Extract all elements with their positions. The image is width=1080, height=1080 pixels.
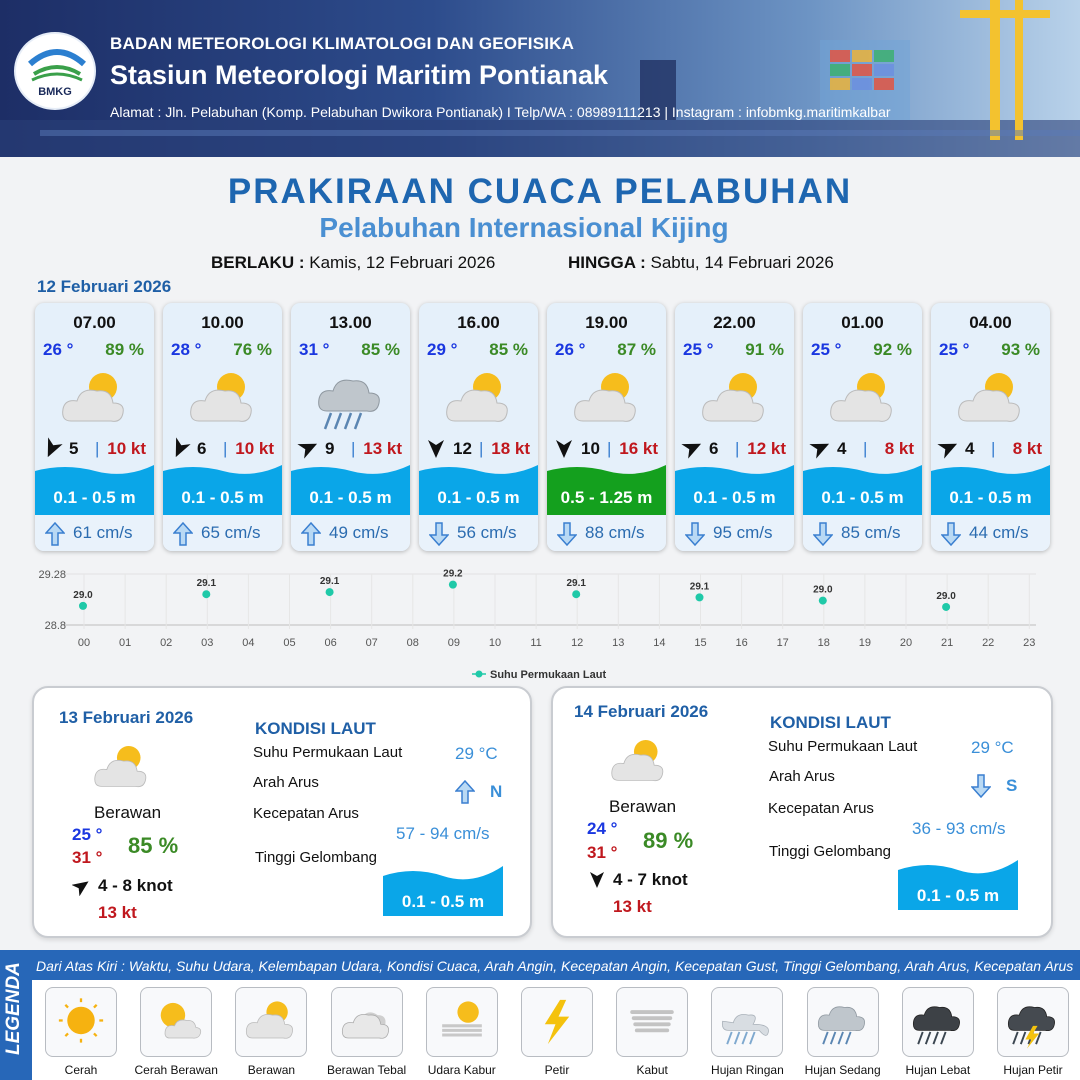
logo-text: BMKG bbox=[38, 86, 72, 98]
wind-direction-icon bbox=[41, 437, 63, 459]
card-temperature: 26 ° bbox=[555, 340, 586, 359]
panel-date: 14 Februari 2026 bbox=[574, 702, 709, 721]
forecast-card bbox=[35, 303, 154, 551]
card-current bbox=[675, 515, 794, 551]
legend-item-hujan-petir bbox=[997, 987, 1069, 1057]
berawan-tebal-icon bbox=[338, 993, 396, 1051]
card-current-speed: 85 cm/s bbox=[841, 523, 901, 542]
current-direction-value: N bbox=[490, 782, 503, 801]
panel-humidity: 85 % bbox=[128, 833, 179, 858]
card-time: 01.00 bbox=[841, 313, 884, 332]
berawan-icon bbox=[825, 365, 901, 431]
card-wind bbox=[35, 435, 154, 461]
legend-item-hujan-sedang bbox=[807, 987, 879, 1057]
card-wind-separator: | bbox=[735, 439, 740, 458]
chart-x-tick: 12 bbox=[571, 637, 584, 649]
chart-data-label: 29.0 bbox=[813, 584, 833, 596]
card-wave-height: 0.1 - 0.5 m bbox=[821, 488, 904, 507]
legend-label: Cerah bbox=[64, 1063, 98, 1077]
card-wind-speed: 10 bbox=[581, 439, 600, 458]
hujan-sedang-icon bbox=[313, 365, 389, 431]
card-wind bbox=[291, 435, 410, 461]
card-wind-speed: 4 bbox=[837, 439, 847, 458]
station-address: Alamat : Jln. Pelabuhan (Komp. Pelabuhan Dwikora Pontianak) I Telp/WA : 08989111213 | Instagram : infobmkg.maritimkalbar bbox=[110, 104, 891, 120]
current-up-arrow-icon bbox=[173, 522, 193, 546]
sst-label: Suhu Permukaan Laut bbox=[768, 738, 918, 755]
current-down-arrow-icon bbox=[429, 522, 449, 546]
chart-x-tick: 06 bbox=[324, 637, 337, 649]
legend-label: Berawan Tebal bbox=[327, 1063, 407, 1077]
bmkg-logo bbox=[14, 32, 96, 110]
chart-x-tick: 09 bbox=[447, 637, 461, 649]
card-current-speed: 65 cm/s bbox=[201, 523, 261, 542]
card-humidity: 93 % bbox=[1001, 340, 1040, 359]
berawan-icon bbox=[697, 365, 773, 431]
chart-x-tick: 18 bbox=[817, 637, 830, 649]
card-wind-speed: 6 bbox=[197, 439, 207, 458]
wind-direction-icon bbox=[425, 437, 447, 459]
card-gust: 18 kt bbox=[491, 439, 530, 458]
card-wind bbox=[803, 435, 922, 461]
chart-data-label: 29.1 bbox=[319, 576, 340, 588]
wind-direction-icon bbox=[809, 437, 831, 459]
card-gust: 8 kt bbox=[884, 439, 914, 458]
card-humidity: 76 % bbox=[233, 340, 272, 359]
card-gust: 12 kt bbox=[747, 439, 786, 458]
cerah-berawan-icon bbox=[147, 993, 205, 1051]
chart-x-tick: 17 bbox=[776, 637, 789, 649]
sst-label: Suhu Permukaan Laut bbox=[253, 744, 403, 761]
forecast-card bbox=[419, 303, 538, 551]
chart-x-tick: 20 bbox=[899, 637, 913, 649]
legend-label: Udara Kabur bbox=[427, 1063, 496, 1077]
legend-title: LEGENDA bbox=[3, 962, 24, 1055]
legend-vertical-bar bbox=[0, 950, 32, 1080]
card-humidity: 85 % bbox=[489, 340, 528, 359]
current-up-arrow-icon bbox=[455, 780, 475, 804]
hujan-lebat-icon bbox=[909, 993, 967, 1051]
panel-wind: 4 - 7 knot bbox=[613, 870, 688, 889]
chart-x-tick: 00 bbox=[77, 637, 91, 649]
card-humidity: 92 % bbox=[873, 340, 912, 359]
port-name: Pelabuhan Internasional Kijing bbox=[319, 212, 729, 243]
sst-chart bbox=[20, 562, 1060, 687]
card-humidity: 89 % bbox=[105, 340, 144, 359]
card-current-speed: 44 cm/s bbox=[969, 523, 1029, 542]
chart-point bbox=[696, 593, 704, 601]
card-current-speed: 88 cm/s bbox=[585, 523, 645, 542]
card-current bbox=[931, 515, 1050, 551]
legend-swatch bbox=[476, 671, 483, 678]
chart-x-tick: 23 bbox=[1023, 637, 1036, 649]
hujan-ringan-icon bbox=[718, 993, 776, 1051]
chart-data-label: 29.0 bbox=[73, 589, 93, 601]
chart-data-label: 29.2 bbox=[443, 568, 463, 580]
card-wind-speed: 4 bbox=[965, 439, 975, 458]
legend-item-hujan-lebat bbox=[902, 987, 974, 1057]
chart-x-tick: 19 bbox=[858, 637, 872, 649]
current-speed-value: 36 - 93 cm/s bbox=[912, 819, 1006, 838]
card-wind bbox=[547, 435, 666, 461]
kondisi-laut-title: KONDISI LAUT bbox=[770, 713, 891, 732]
kabut-icon bbox=[623, 993, 681, 1051]
valid-from bbox=[211, 253, 495, 273]
card-time: 22.00 bbox=[713, 313, 756, 332]
panel-gust: 13 kt bbox=[98, 903, 137, 922]
card-wind bbox=[419, 435, 538, 461]
card-wind-separator: | bbox=[991, 439, 996, 458]
card-time: 13.00 bbox=[329, 313, 372, 332]
current-direction-label: Arah Arus bbox=[769, 768, 835, 785]
card-temperature: 28 ° bbox=[171, 340, 202, 359]
chart-point bbox=[942, 603, 950, 611]
card-temperature: 25 ° bbox=[939, 340, 970, 359]
panel-wind: 4 - 8 knot bbox=[98, 876, 173, 895]
card-humidity: 87 % bbox=[617, 340, 656, 359]
berawan-icon bbox=[953, 365, 1029, 431]
card-wind bbox=[931, 435, 1050, 461]
current-speed-label: Kecepatan Arus bbox=[253, 805, 359, 822]
card-temperature: 25 ° bbox=[683, 340, 714, 359]
legend-label: Cerah Berawan bbox=[134, 1063, 218, 1077]
legend-item-petir bbox=[521, 987, 593, 1057]
chart-x-tick: 11 bbox=[530, 637, 542, 649]
forecast-card bbox=[163, 303, 282, 551]
valid-from-label: BERLAKU : bbox=[211, 253, 305, 272]
chart-point bbox=[449, 581, 457, 589]
current-up-arrow-icon bbox=[301, 522, 321, 546]
chart-x-tick: 04 bbox=[242, 637, 255, 649]
current-up-arrow-icon bbox=[45, 522, 65, 546]
wind-direction-icon bbox=[681, 437, 703, 459]
berawan-icon bbox=[569, 365, 645, 431]
card-wave-height: 0.1 - 0.5 m bbox=[437, 488, 520, 507]
chart-x-tick: 10 bbox=[488, 637, 502, 649]
card-gust: 10 kt bbox=[235, 439, 274, 458]
legend-item-berawan-tebal bbox=[331, 987, 403, 1057]
hujan-petir-icon bbox=[1004, 993, 1062, 1051]
petir-icon bbox=[528, 993, 586, 1051]
card-current-speed: 95 cm/s bbox=[713, 523, 773, 542]
card-time: 19.00 bbox=[585, 313, 628, 332]
panel-day-3 bbox=[551, 686, 1053, 938]
header-banner bbox=[0, 0, 1080, 157]
card-temperature: 29 ° bbox=[427, 340, 458, 359]
card-wave-height: 0.1 - 0.5 m bbox=[309, 488, 392, 507]
card-wind-speed: 12 bbox=[453, 439, 472, 458]
panel-temp-max: 31 ° bbox=[72, 848, 103, 867]
chart-y-tick: 28.8 bbox=[44, 620, 66, 632]
card-time: 16.00 bbox=[457, 313, 500, 332]
card-temperature: 31 ° bbox=[299, 340, 330, 359]
forecast-card bbox=[291, 303, 410, 551]
chart-x-tick: 13 bbox=[612, 637, 625, 649]
kondisi-laut-title: KONDISI LAUT bbox=[255, 719, 376, 738]
valid-to bbox=[568, 253, 834, 273]
chart-x-tick: 07 bbox=[365, 637, 378, 649]
wind-direction-icon bbox=[937, 437, 959, 459]
panel-condition: Berawan bbox=[94, 803, 162, 822]
panel-date: 13 Februari 2026 bbox=[59, 708, 194, 727]
wind-direction-icon bbox=[553, 437, 575, 459]
valid-from-value: Kamis, 12 Februari 2026 bbox=[309, 253, 496, 272]
card-wind-separator: | bbox=[95, 439, 100, 458]
wave-height-label: Tinggi Gelombang bbox=[769, 843, 892, 860]
card-current bbox=[163, 515, 282, 551]
chart-x-tick: 05 bbox=[283, 637, 296, 649]
chart-point bbox=[326, 588, 334, 596]
card-time: 04.00 bbox=[969, 313, 1012, 332]
card-wave-height: 0.1 - 0.5 m bbox=[949, 488, 1032, 507]
chart-x-tick: 21 bbox=[940, 637, 954, 649]
legend-item-udara-kabur bbox=[426, 987, 498, 1057]
wind-direction-icon bbox=[587, 870, 607, 890]
berawan-icon bbox=[441, 365, 517, 431]
legend-label: Petir bbox=[544, 1063, 570, 1077]
chart-point bbox=[79, 602, 87, 610]
legend-label: Berawan bbox=[247, 1063, 296, 1077]
card-gust: 8 kt bbox=[1012, 439, 1042, 458]
chart-x-tick: 08 bbox=[406, 637, 419, 649]
cerah-icon bbox=[52, 993, 110, 1051]
valid-to-value: Sabtu, 14 Februari 2026 bbox=[650, 253, 834, 272]
berawan-icon bbox=[607, 732, 671, 790]
chart-point bbox=[819, 597, 827, 605]
chart-x-tick: 02 bbox=[160, 637, 173, 649]
berawan-icon bbox=[57, 365, 133, 431]
chart-x-tick: 01 bbox=[118, 637, 132, 649]
card-current-speed: 56 cm/s bbox=[457, 523, 517, 542]
panel-temp-min: 25 ° bbox=[72, 825, 103, 844]
card-current bbox=[547, 515, 666, 551]
legend-label: Kabut bbox=[636, 1063, 668, 1077]
chart-y-tick: 29.28 bbox=[38, 569, 66, 581]
card-gust: 16 kt bbox=[619, 439, 658, 458]
card-wave-height: 0.5 - 1.25 m bbox=[560, 488, 653, 507]
station-name: Stasiun Meteorologi Maritim Pontianak bbox=[110, 60, 609, 90]
current-direction-label: Arah Arus bbox=[253, 774, 319, 791]
card-wind-speed: 9 bbox=[325, 439, 335, 458]
legend-item-hujan-ringan bbox=[711, 987, 783, 1057]
current-down-arrow-icon bbox=[557, 522, 577, 546]
valid-to-label: HINGGA : bbox=[568, 253, 646, 272]
card-temperature: 25 ° bbox=[811, 340, 842, 359]
wave-height-value: 0.1 - 0.5 m bbox=[401, 892, 485, 911]
current-down-arrow-icon bbox=[941, 522, 961, 546]
current-speed-label: Kecepatan Arus bbox=[768, 800, 874, 817]
card-wind bbox=[163, 435, 282, 461]
sst-value: 29 °C bbox=[971, 738, 1014, 757]
agency-name: BADAN METEOROLOGI KLIMATOLOGI DAN GEOFISIKA bbox=[110, 34, 575, 53]
card-current-speed: 61 cm/s bbox=[73, 523, 133, 542]
berawan-icon bbox=[90, 738, 154, 796]
card-current bbox=[419, 515, 538, 551]
card-wind-separator: | bbox=[351, 439, 356, 458]
card-wind-separator: | bbox=[863, 439, 868, 458]
card-wave-height: 0.1 - 0.5 m bbox=[53, 488, 136, 507]
wave-height-value: 0.1 - 0.5 m bbox=[916, 886, 1000, 905]
chart-x-tick: 15 bbox=[694, 637, 707, 649]
wave-height-label: Tinggi Gelombang bbox=[255, 849, 378, 866]
current-down-arrow-icon bbox=[971, 774, 991, 798]
page-title: PRAKIRAAN CUACA PELABUHAN bbox=[227, 172, 853, 211]
wind-direction-icon bbox=[72, 876, 92, 896]
forecast-card bbox=[547, 303, 666, 551]
legend-label: Hujan Ringan bbox=[711, 1063, 784, 1077]
panel-condition: Berawan bbox=[609, 797, 677, 816]
legend-item-kabut bbox=[616, 987, 688, 1057]
card-current bbox=[291, 515, 410, 551]
current-down-arrow-icon bbox=[685, 522, 705, 546]
chart-data-label: 29.1 bbox=[566, 578, 586, 590]
chart-data-label: 29.1 bbox=[689, 581, 710, 593]
forecast-card bbox=[675, 303, 794, 551]
panel-humidity: 89 % bbox=[643, 828, 694, 853]
card-humidity: 85 % bbox=[361, 340, 400, 359]
chart-data-label: 29.0 bbox=[936, 590, 956, 602]
panel-temp-min: 24 ° bbox=[587, 819, 618, 838]
chart-x-tick: 16 bbox=[735, 637, 748, 649]
chart-x-tick: 22 bbox=[982, 637, 995, 649]
wind-direction-icon bbox=[169, 437, 191, 459]
card-wind bbox=[675, 435, 794, 461]
current-down-arrow-icon bbox=[813, 522, 833, 546]
panel-day-2 bbox=[32, 686, 532, 938]
legend-label: Hujan Petir bbox=[1003, 1063, 1063, 1077]
card-time: 07.00 bbox=[73, 313, 116, 332]
legend-item-cerah bbox=[45, 987, 117, 1057]
card-gust: 10 kt bbox=[107, 439, 146, 458]
legend-label: Hujan Lebat bbox=[905, 1063, 971, 1077]
sst-value: 29 °C bbox=[455, 744, 498, 763]
card-humidity: 91 % bbox=[745, 340, 784, 359]
card-wind-speed: 6 bbox=[709, 439, 719, 458]
berawan-icon bbox=[185, 365, 261, 431]
legend-item-cerah-berawan bbox=[140, 987, 212, 1057]
forecast-card bbox=[803, 303, 922, 551]
card-wave-height: 0.1 - 0.5 m bbox=[181, 488, 264, 507]
chart-point bbox=[202, 590, 210, 598]
card-wind-separator: | bbox=[607, 439, 612, 458]
hujan-sedang-icon bbox=[814, 993, 872, 1051]
legend-description: Dari Atas Kiri : Waktu, Suhu Udara, Kelembapan Udara, Kondisi Cuaca, Arah Angin, Kecepatan Angin, Kecepatan Gust, Tinggi Gelombang, Arah Arus, Kecepatan Arus bbox=[32, 950, 1080, 980]
wind-direction-icon bbox=[297, 437, 319, 459]
card-wave-height: 0.1 - 0.5 m bbox=[693, 488, 776, 507]
legend-label: Hujan Sedang bbox=[804, 1063, 881, 1077]
card-temperature: 26 ° bbox=[43, 340, 74, 359]
forecast-card bbox=[931, 303, 1050, 551]
chart-point bbox=[572, 590, 580, 598]
panel-temp-max: 31 ° bbox=[587, 843, 618, 862]
current-speed-value: 57 - 94 cm/s bbox=[396, 824, 490, 843]
chart-legend-label: Suhu Permukaan Laut bbox=[490, 669, 607, 681]
card-wind-separator: | bbox=[479, 439, 484, 458]
card-current bbox=[35, 515, 154, 551]
chart-data-label: 29.1 bbox=[196, 578, 217, 590]
chart-x-tick: 03 bbox=[201, 637, 214, 649]
card-current bbox=[803, 515, 922, 551]
legend-item-berawan bbox=[235, 987, 307, 1057]
card-current-speed: 49 cm/s bbox=[329, 523, 389, 542]
panel-gust: 13 kt bbox=[613, 897, 652, 916]
card-wind-separator: | bbox=[223, 439, 228, 458]
chart-x-tick: 14 bbox=[653, 637, 666, 649]
card-gust: 13 kt bbox=[363, 439, 402, 458]
berawan-icon bbox=[242, 993, 300, 1051]
card-time: 10.00 bbox=[201, 313, 244, 332]
forecast-date: 12 Februari 2026 bbox=[37, 277, 172, 296]
current-direction-value: S bbox=[1006, 776, 1018, 795]
udara-kabur-icon bbox=[433, 993, 491, 1051]
card-wind-speed: 5 bbox=[69, 439, 79, 458]
